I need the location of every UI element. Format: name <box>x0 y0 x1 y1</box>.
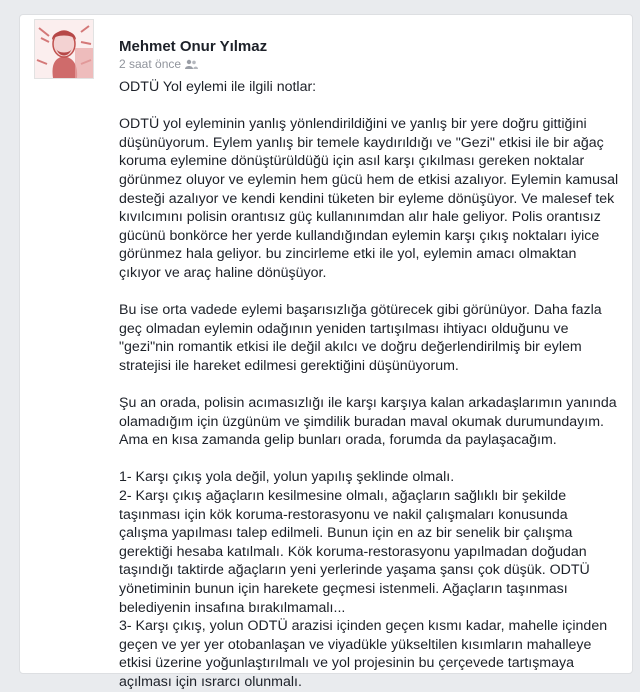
post-paragraph: Şu an orada, polisin acımasızlığı ile karşı karşıya kalan arkadaşlarımın yanında olamadığım için üzgünüm ve şimdilik buradan maval okumak durumundayım. Ama en kısa zamanda gelip bunları orada, forumda da paylaşacağım. <box>119 395 617 449</box>
post-timestamp[interactable]: 2 saat önce <box>119 57 182 71</box>
post-body <box>119 78 619 692</box>
post-paragraph: Bu ise orta vadede eylemi başarısızlığa götürecek gibi görünüyor. Daha fazla geç olmadan eylemin odağının yeniden tartışılması ihtiyacı olduğunu ve "gezi"nin romantik etkisi ile değil akılcı ve doğru değerlendirilmiş bir eylem stratejisi ile hareket edilmesi gerektiğini düşünüyorum. <box>119 302 602 374</box>
friends-icon[interactable] <box>185 59 198 69</box>
post-card <box>19 14 633 690</box>
author-avatar[interactable] <box>34 19 94 79</box>
post-paragraph-list: 1- Karşı çıkış yola değil, yolun yapılış şeklinde olmalı. 2- Karşı çıkış ağaçların kesilmesine olmalı, ağaçların sağlıklı bir şekilde taşınması için kök koruma-restorasyonu ve nakil çalışmaları konusunda çalışma yapılması talep edilmeli. Bunun için en az bir senelik bir çalışma gerektiği hesaba katılmalı. Kök koruma-restorasyonu yapılmadan doğudan taşındığı taktirde ağaçların yeni yerlerinde yaşama şansı çok düşük. ODTÜ yönetiminin bunun için harekete geçmesi istenmeli. Ağaçların taşınması belediyenin insafına bırakılmamalı... 3- Karşı çıkış, yolun ODTÜ arazisi içinden geçen kısmı kadar, mahelle içinden geçen ve yer yer otobanlaşan ve viyadükle yükseltilen kısımların mahalleye etkisi üzerine yoğunlaştırılmalı ve yol projesinin bu çerçevede tartışmaya açılması için ısrarcı olunmalı. <box>119 469 608 690</box>
profile-portrait-icon <box>35 20 93 78</box>
author-name[interactable]: Mehmet Onur Yılmaz <box>119 38 268 55</box>
post-meta <box>119 57 198 71</box>
post-paragraph: ODTÜ yol eyleminin yanlış yönlendirildiğini ve yanlış bir yere doğru gittiğini düşünüyorum. Eylem yanlış bir temele kaydırıldığı ve "Gezi" etkisi ile bir ağaç koruma eylemine dönüştürüldüğü için asıl karşı çıkılması gereken noktalar görünmez oluyor ve eylemin hem gücü hem de etkisi azalıyor. Eylemin kamusal desteği azalıyor ve kendi kendini tüketen bir eyleme dönüşüyor. Ve malesef tek kıvılcımını polisin orantısız güç kullanınımdan alır hale geliyor. Polis orantısız gücünü bonkörce her yerde kullandığından eylemin karşı çıkış noktaları iyice görünmez hala geliyor. bu zincirleme etki ile yol, eylemin amacı olmaktan çıkıyor ve araç haline dönüşüyor. <box>119 116 619 281</box>
post-paragraph-title: ODTÜ Yol eylemi ile ilgili notlar: <box>119 79 317 95</box>
